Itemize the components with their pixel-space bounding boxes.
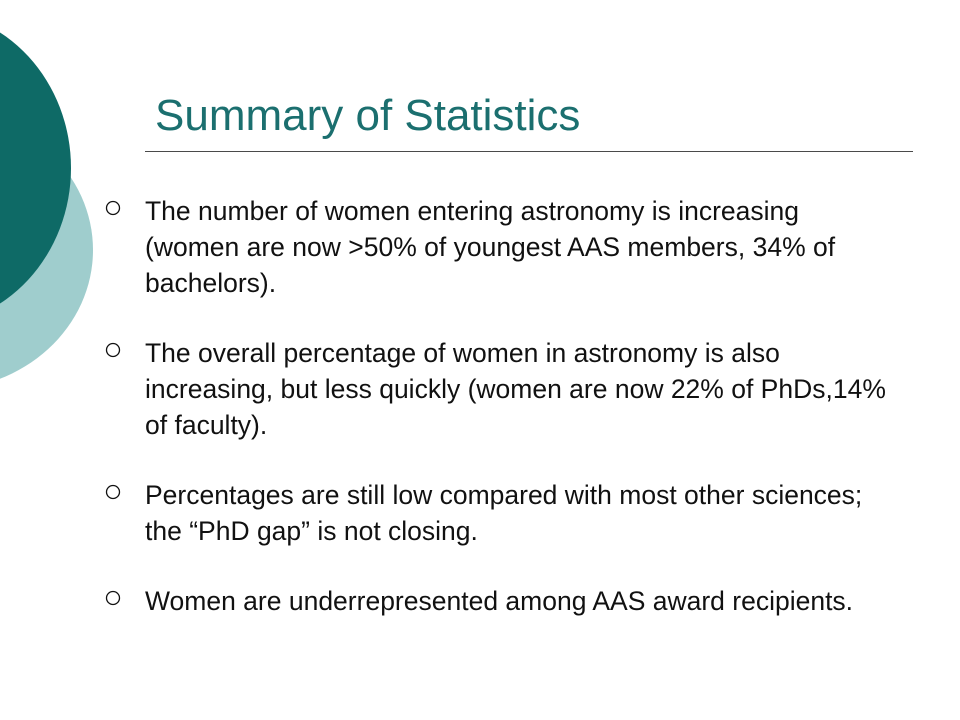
circle-bullet-icon bbox=[104, 199, 122, 217]
circle-bullet-icon bbox=[104, 483, 122, 501]
bullet-item bbox=[104, 193, 894, 301]
title-underline bbox=[145, 151, 913, 152]
bullet-list bbox=[104, 193, 894, 653]
bullet-text: The number of women entering astronomy is increasing (women are now >50% of youngest AAS members, 34% of bachelors). bbox=[145, 196, 836, 298]
circle-bullet-icon bbox=[104, 589, 122, 607]
bullet-item bbox=[104, 583, 894, 619]
bullet-item bbox=[104, 335, 894, 443]
bullet-text: The overall percentage of women in astronomy is also increasing, but less quickly (women are now 22% of PhDs,14% of faculty). bbox=[145, 338, 886, 440]
bullet-item bbox=[104, 477, 894, 549]
decorative-circles bbox=[0, 0, 120, 400]
slide-title: Summary of Statistics bbox=[155, 91, 581, 140]
bullet-text: Percentages are still low compared with most other sciences; the “PhD gap” is not closing. bbox=[145, 480, 863, 546]
bullet-text: Women are underrepresented among AAS award recipients. bbox=[145, 586, 854, 616]
circle-bullet-icon bbox=[104, 341, 122, 359]
